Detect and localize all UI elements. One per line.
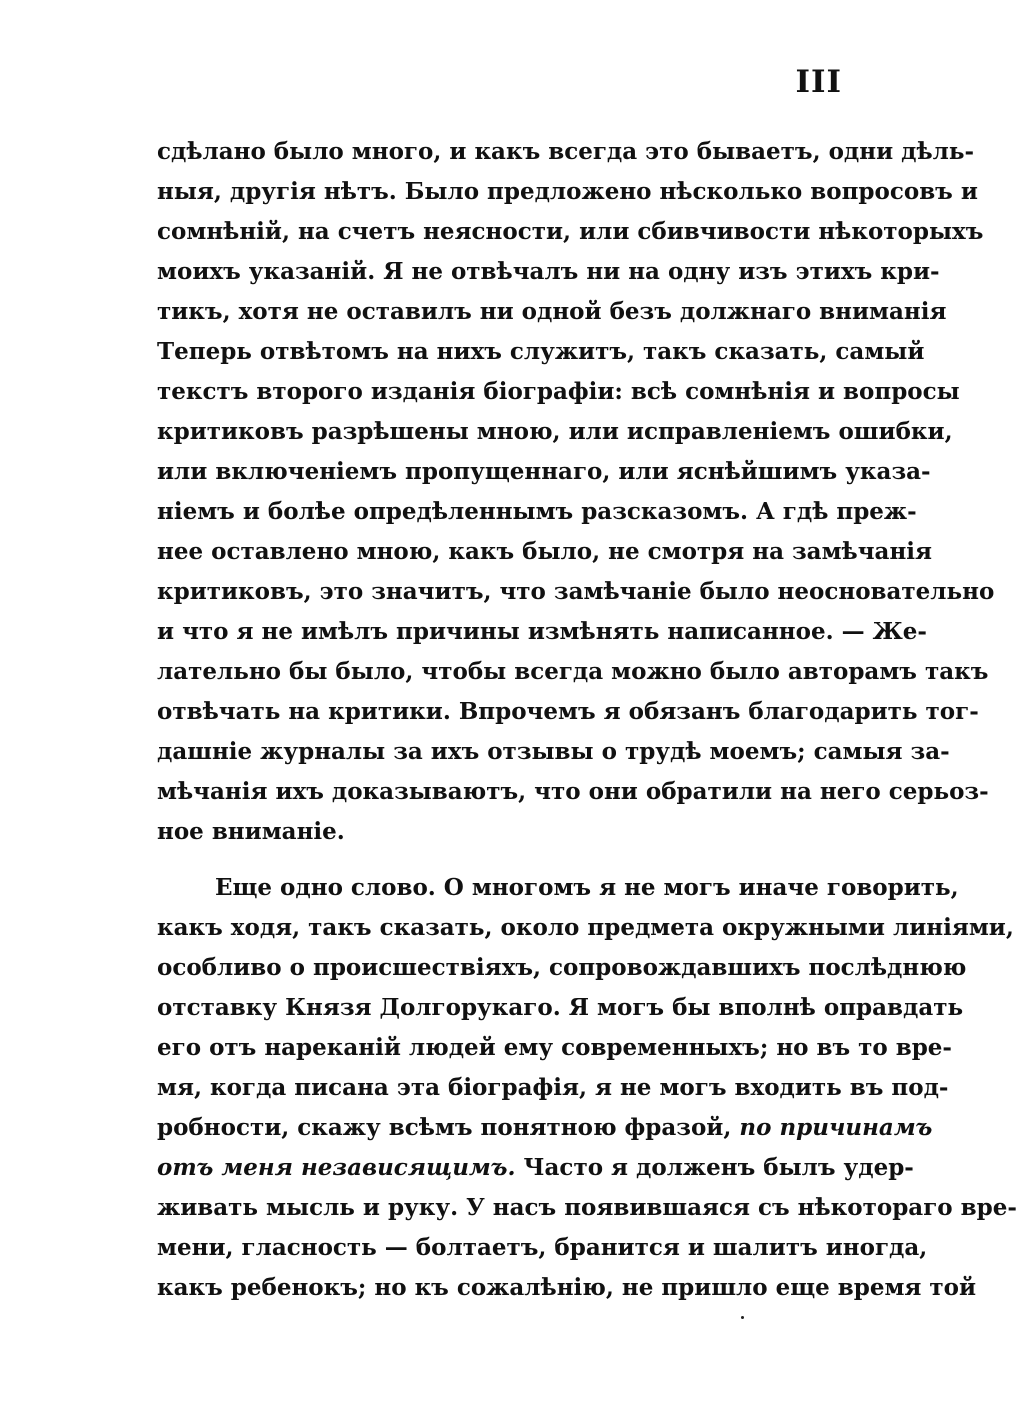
- paragraph-2: [157, 868, 1017, 1308]
- text-line: отвѣчать на критики. Впрочемъ я обязанъ благодарить тог-: [157, 698, 979, 725]
- text-line-mixed: [157, 1108, 933, 1148]
- text-line: какъ ходя, такъ сказать, около предмета окружными линіями,: [157, 914, 1014, 941]
- text-line: ное вниманіе.: [157, 818, 345, 845]
- text-segment: Часто я долженъ былъ удер-: [523, 1154, 914, 1181]
- text-line: лательно бы было, чтобы всегда можно было авторамъ такъ: [157, 658, 989, 685]
- italic-phrase: по причинамъ: [739, 1114, 933, 1141]
- text-line: особливо о происшествіяхъ, сопровождавшихъ послѣднюю: [157, 954, 967, 981]
- italic-phrase: отъ меня независящимъ.: [157, 1154, 516, 1181]
- text-line: мени, гласность — болтаетъ, бранится и шалитъ иногда,: [157, 1234, 928, 1261]
- text-line: сдѣлано было много, и какъ всегда это бываетъ, одни дѣль-: [157, 138, 975, 165]
- text-line: текстъ второго изданія біографіи: всѣ сомнѣнія и вопросы: [157, 378, 960, 405]
- text-line: ніемъ и болѣе опредѣленнымъ разсказомъ. А гдѣ преж-: [157, 498, 917, 525]
- text-line: мя, когда писана эта біографія, я не могъ входить въ под-: [157, 1074, 949, 1101]
- text-line-mixed: [157, 1148, 914, 1188]
- text-segment: робности, скажу всѣмъ понятною фразой,: [157, 1114, 732, 1141]
- text-line: Еще одно слово. О многомъ я не могъ иначе говорить,: [215, 874, 959, 901]
- text-line: тикъ, хотя не оставилъ ни одной безъ должнаго вниманія: [157, 298, 947, 325]
- paragraph-1: [157, 132, 995, 852]
- text-line: отставку Князя Долгорукаго. Я могъ бы вполнѣ оправдать: [157, 994, 964, 1021]
- text-line: живать мысль и руку. У насъ появившаяся съ нѣкотораго вре-: [157, 1194, 1017, 1221]
- text-line: нее оставлено мною, какъ было, не смотря на замѣчанія: [157, 538, 933, 565]
- text-line: Теперь отвѣтомъ на нихъ служитъ, такъ сказать, самый: [157, 338, 925, 365]
- text-line: сомнѣній, на счетъ неясности, или сбивчивости нѣкоторыхъ: [157, 218, 984, 245]
- text-line: дашніе журналы за ихъ отзывы о трудѣ моемъ; самыя за-: [157, 738, 950, 765]
- text-line: и что я не имѣлъ причины измѣнять написанное. — Же-: [157, 618, 927, 645]
- text-line: моихъ указаній. Я не отвѣчалъ ни на одну изъ этихъ кри-: [157, 258, 940, 285]
- text-line: его отъ нареканій людей ему современныхъ; но въ то вре-: [157, 1034, 952, 1061]
- text-line: или включеніемъ пропущеннаго, или яснѣйшимъ указа-: [157, 458, 931, 485]
- text-line: какъ ребенокъ; но къ сожалѣнію, не пришло еще время той: [157, 1274, 977, 1301]
- text-line: критиковъ, это значитъ, что замѣчаніе было неосновательно: [157, 578, 995, 605]
- text-line: ныя, другія нѣтъ. Было предложено нѣсколько вопросовъ и: [157, 178, 978, 205]
- text-line: мѣчанія ихъ доказываютъ, что они обратили на него серьоз-: [157, 778, 989, 805]
- ink-speck: [741, 1316, 744, 1319]
- page-number: III: [795, 64, 842, 100]
- text-line: критиковъ разрѣшены мною, или исправленіемъ ошибки,: [157, 418, 953, 445]
